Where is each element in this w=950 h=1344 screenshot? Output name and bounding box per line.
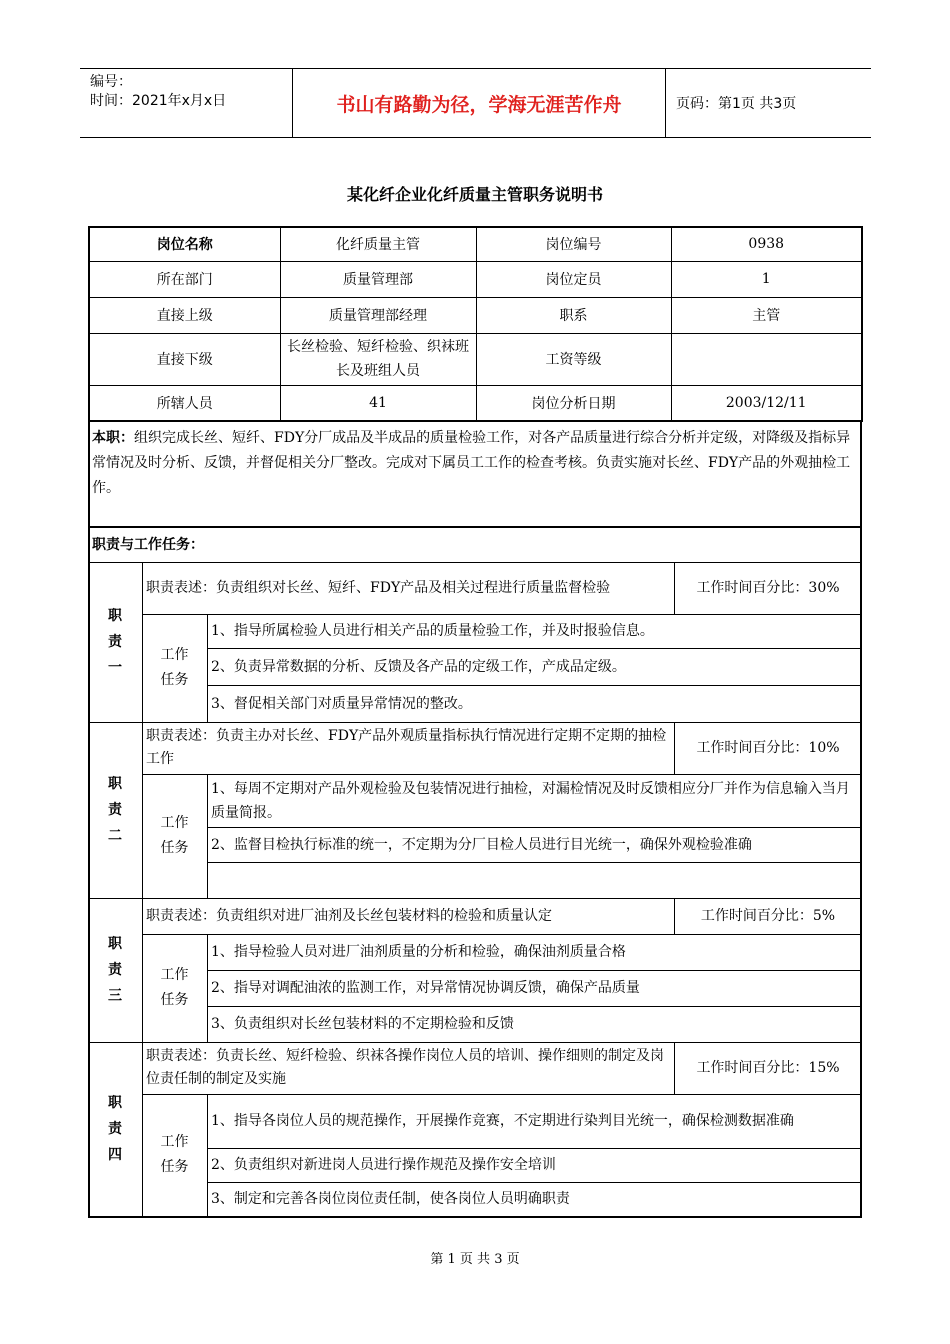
duty-description: 职责表述：负责主办对长丝、FDY产品外观质量指标执行情况进行定期不定期的抽检工作 — [146, 728, 667, 767]
task-item: 1、指导各岗位人员的规范操作，开展操作竞赛，不定期进行染判目光统一，确保检测数据准确 — [211, 1113, 794, 1129]
label-job-family: 职系 — [476, 297, 671, 333]
task-label-text: 工作 — [160, 967, 189, 983]
label-staff: 所辖人员 — [89, 385, 280, 421]
duty-name — [88, 1042, 142, 1216]
duty-name-char: 责 — [108, 1121, 122, 1137]
label-superior: 直接上级 — [89, 297, 280, 333]
task-item: 1、指导所属检验人员进行相关产品的质量检验工作，并及时报验信息。 — [211, 623, 654, 639]
duty-name-char: 四 — [108, 1147, 122, 1163]
document-title: 某化纤企业化纤质量主管职务说明书 — [346, 185, 603, 204]
duty-name — [88, 722, 142, 898]
value-position-name: 化纤质量主管 — [280, 227, 476, 261]
divider — [207, 614, 208, 722]
duty-time-percent: 工作时间百分比：5% — [700, 908, 836, 924]
task-item: 3、督促相关部门对质量异常情况的整改。 — [211, 695, 472, 712]
info-table — [88, 226, 863, 422]
task-item: 2、负责组织对新进岗人员进行操作规范及操作安全培训 — [211, 1157, 556, 1173]
table-row — [89, 227, 862, 261]
task-item: 1、每周不定期对产品外观检验及包装情况进行抽检，对漏检情况及时反馈相应分厂并作为信息输入当月质量简报。 — [211, 780, 850, 821]
task-item: 2、负责异常数据的分析、反馈及各产品的定级工作，产成品定级。 — [211, 658, 626, 675]
page-header — [80, 68, 871, 138]
number-label: 编号： — [90, 74, 132, 90]
task-label-text: 工作 — [160, 1134, 189, 1150]
task-label-text: 任务 — [160, 840, 189, 856]
divider — [88, 526, 862, 528]
duties-header: 职责与工作任务： — [92, 537, 204, 553]
value-job-family: 主管 — [671, 297, 862, 333]
task-item: 2、监督目检执行标准的统一，不定期为分厂目检人员进行目光统一，确保外观检验准确 — [211, 836, 752, 853]
duty-name-char: 责 — [108, 962, 122, 978]
page-footer: 第 1 页 共 3 页 — [430, 1252, 520, 1267]
table-row — [89, 385, 862, 421]
table-row — [89, 297, 862, 333]
table-row — [89, 333, 862, 385]
duty-name-char: 职 — [108, 608, 122, 624]
duty-description: 职责表述：负责组织对进厂油剂及长丝包装材料的检验和质量认定 — [146, 907, 552, 924]
divider — [207, 774, 208, 898]
time-label: 时间：2021年x月x日 — [90, 93, 227, 109]
duty-name — [88, 562, 142, 722]
header-motto: 书山有路勤为径，学海无涯苦作舟 — [292, 69, 666, 137]
duty-name-char: 一 — [108, 660, 122, 676]
duty-name-char: 职 — [108, 936, 122, 952]
task-label — [142, 1094, 207, 1216]
label-position-name: 岗位名称 — [89, 227, 280, 261]
task-item: 1、指导检验人员对进厂油剂质量的分析和检验，确保油剂质量合格 — [211, 944, 626, 960]
value-headcount: 1 — [671, 261, 862, 297]
task-label — [142, 774, 207, 898]
task-item: 2、指导对调配油浓的监测工作，对异常情况协调反馈，确保产品质量 — [211, 980, 640, 996]
label-analysis-date: 岗位分析日期 — [476, 385, 671, 421]
task-item — [211, 862, 858, 898]
value-analysis-date: 2003/12/11 — [671, 385, 862, 421]
duty-description: 职责表述：负责长丝、短纤检验、织袜各操作岗位人员的培训、操作细则的制定及岗位责任制的制定及实施 — [146, 1048, 664, 1087]
label-salary-grade: 工资等级 — [476, 333, 671, 385]
value-staff: 41 — [280, 385, 476, 421]
label-subordinates: 直接下级 — [89, 333, 280, 385]
duty-name-char: 三 — [108, 988, 122, 1004]
value-department: 质量管理部 — [280, 261, 476, 297]
duty-name-char: 职 — [108, 776, 122, 792]
task-label-text: 工作 — [160, 647, 189, 663]
page-info: 页码：第1页 共3页 — [676, 96, 797, 112]
divider — [207, 1094, 208, 1216]
task-item: 3、负责组织对长丝包装材料的不定期检验和反馈 — [211, 1016, 514, 1032]
benzhi-block — [92, 426, 858, 501]
header-meta — [80, 69, 292, 137]
task-item: 3、制定和完善各岗位岗位责任制，使各岗位人员明确职责 — [211, 1191, 570, 1207]
task-label-text: 工作 — [160, 815, 189, 831]
value-subordinates: 长丝检验、短纤检验、织袜班长及班组人员 — [280, 333, 476, 385]
duty-time-percent: 工作时间百分比：30% — [696, 580, 840, 596]
task-label-text: 任务 — [160, 992, 189, 1008]
duty-time-percent: 工作时间百分比：10% — [696, 740, 840, 756]
task-label-text: 任务 — [160, 1159, 189, 1175]
duty-description: 职责表述：负责组织对长丝、短纤、FDY产品及相关过程进行质量监督检验 — [146, 579, 611, 596]
label-department: 所在部门 — [89, 261, 280, 297]
task-label — [142, 934, 207, 1042]
value-salary-grade — [671, 333, 862, 385]
duty-name — [88, 898, 142, 1042]
task-label-text: 任务 — [160, 672, 189, 688]
duty-name-char: 责 — [108, 802, 122, 818]
value-position-code: 0938 — [671, 227, 862, 261]
task-label — [142, 614, 207, 722]
duty-time-percent: 工作时间百分比：15% — [696, 1060, 840, 1076]
table-row — [89, 261, 862, 297]
value-superior: 质量管理部经理 — [280, 297, 476, 333]
duty-name-char: 职 — [108, 1095, 122, 1111]
duty-name-char: 二 — [108, 828, 122, 844]
benzhi-text: 组织完成长丝、短纤、FDY分厂成品及半成品的质量检验工作，对各产品质量进行综合分析并定级，对降级及指标异常情况及时分析、反馈，并督促相关分厂整改。完成对下属员工工作的检查考核。负责实施对长丝、FDY产品的外观抽检工作。 — [92, 430, 851, 496]
benzhi-label: 本职： — [92, 430, 134, 446]
divider — [207, 934, 208, 1042]
duty-name-char: 责 — [108, 634, 122, 650]
label-headcount: 岗位定员 — [476, 261, 671, 297]
label-position-code: 岗位编号 — [476, 227, 671, 261]
